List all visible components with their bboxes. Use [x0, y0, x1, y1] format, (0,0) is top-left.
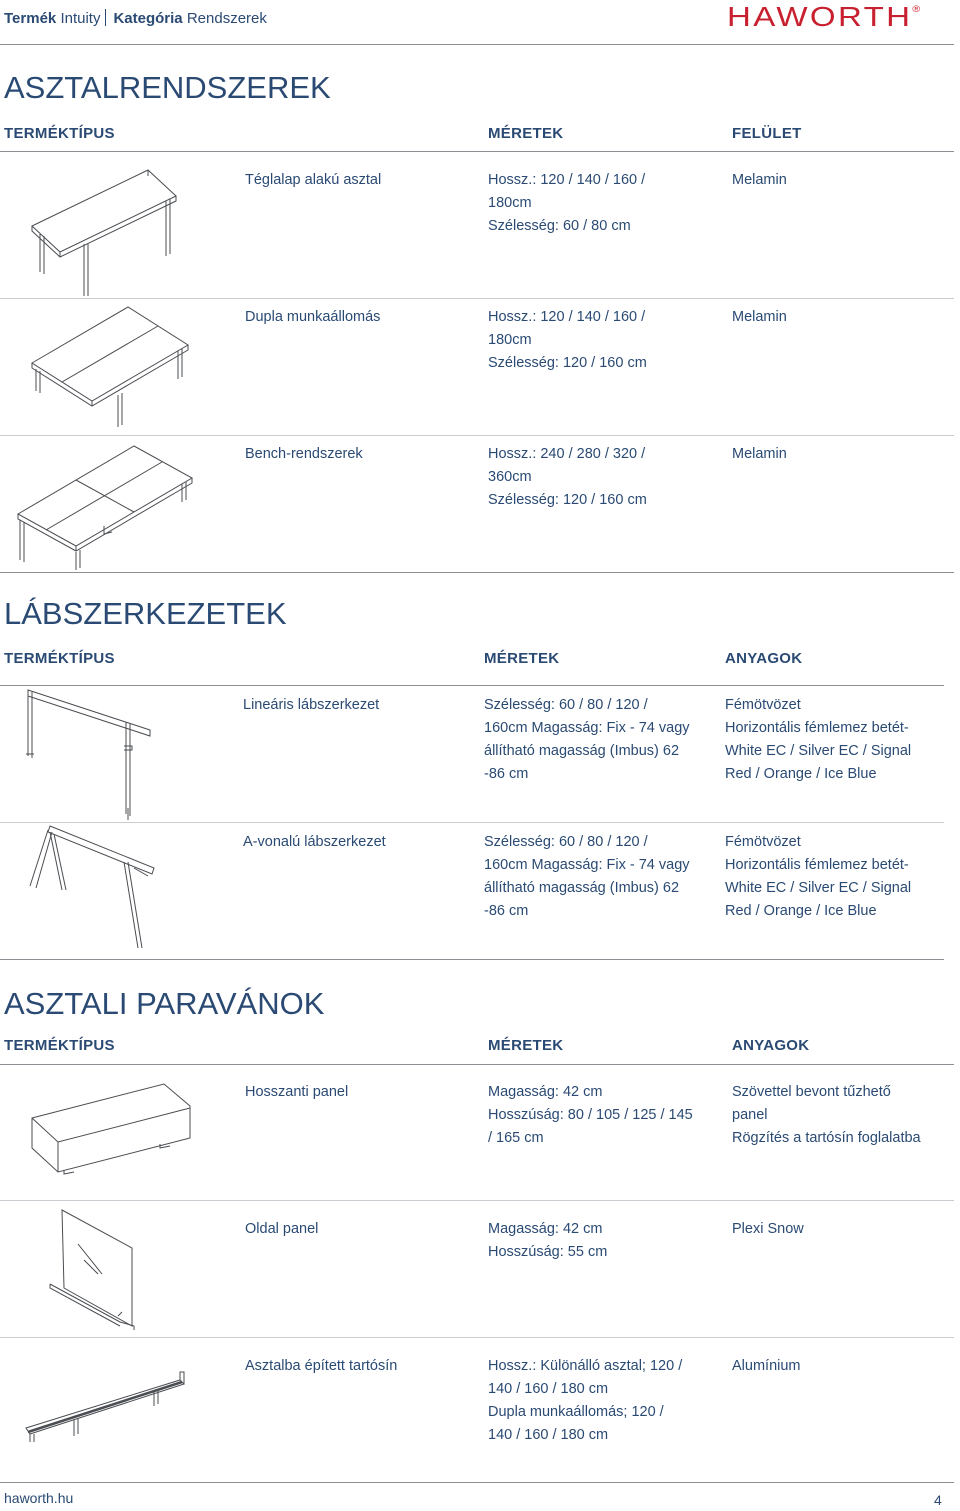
product-materials: Alumínium	[732, 1358, 801, 1374]
logo-text: HAWORTH	[727, 1, 913, 32]
product-type: Bench-rendszerek	[245, 446, 363, 462]
product-type: Lineáris lábszerkezet	[243, 697, 380, 713]
breadcrumb-label-product: Termék	[4, 10, 57, 27]
breadcrumb-value-category: Rendszerek	[186, 10, 267, 27]
column-header-dimensions: MÉRETEK	[484, 650, 560, 667]
product-surface: Melamin	[732, 172, 787, 188]
footer-website-link[interactable]: haworth.hu	[4, 1490, 74, 1506]
column-header-type: TERMÉKTÍPUS	[4, 125, 115, 142]
product-materials: Plexi Snow	[732, 1221, 804, 1237]
side-panel-icon	[48, 1208, 148, 1333]
section-header-divider	[0, 685, 944, 686]
product-type: Oldal panel	[245, 1221, 319, 1237]
footer-divider	[0, 1482, 954, 1483]
breadcrumb-label-category: Kategória	[113, 10, 183, 27]
column-header-surface: FELÜLET	[732, 125, 802, 142]
product-dimensions: Szélesség: 60 / 80 / 120 / 160cm Magasság: Fix - 74 vagy állítható magasság (Imbus) 62 -86 cm	[484, 834, 690, 919]
section-title-leg-frames: LÁBSZERKEZETEK	[4, 596, 287, 631]
row-divider	[0, 435, 954, 436]
longitudinal-panel-icon	[30, 1082, 195, 1177]
column-header-type: TERMÉKTÍPUS	[4, 1037, 115, 1054]
breadcrumb-separator	[105, 9, 106, 26]
product-surface: Melamin	[732, 309, 787, 325]
rectangular-desk-icon	[30, 168, 190, 298]
double-workstation-icon	[28, 305, 193, 430]
section-title-desk-screens: ASZTALI PARAVÁNOK	[4, 986, 325, 1021]
column-header-materials: ANYAGOK	[732, 1037, 810, 1054]
product-type: Hosszanti panel	[245, 1084, 349, 1100]
row-divider	[0, 1337, 954, 1338]
product-dimensions: Hossz.: 120 / 140 / 160 / 180cm Szélesség: 120 / 160 cm	[488, 309, 647, 371]
section-title-desk-systems: ASZTALRENDSZEREK	[4, 70, 331, 105]
header-divider	[0, 44, 954, 45]
row-divider	[0, 822, 944, 823]
product-type: A-vonalú lábszerkezet	[243, 834, 386, 850]
column-header-materials: ANYAGOK	[725, 650, 803, 667]
product-dimensions: Hossz.: 120 / 140 / 160 / 180cm Szélesség: 60 / 80 cm	[488, 172, 646, 234]
a-line-leg-frame-icon	[28, 824, 158, 954]
product-dimensions: Magasság: 42 cm Hosszúság: 80 / 105 / 125 / 145 / 165 cm	[488, 1084, 693, 1146]
product-type: Asztalba épített tartósín	[245, 1358, 398, 1374]
breadcrumb	[4, 9, 267, 27]
bench-system-icon	[16, 442, 196, 572]
product-type: Téglalap alakú asztal	[245, 172, 382, 188]
product-dimensions: Szélesség: 60 / 80 / 120 / 160cm Magasság: Fix - 74 vagy állítható magasság (Imbus) 62 -86 cm	[484, 697, 690, 782]
product-surface: Melamin	[732, 446, 787, 462]
product-materials: Fémötvözet Horizontális fémlemez betét- White EC / Silver EC / Signal Red / Orange / Ice Blue	[725, 834, 912, 919]
breadcrumb-value-product: Intuity	[60, 10, 101, 27]
section-header-divider	[0, 151, 954, 152]
product-materials: Szövettel bevont tűzhető panel Rögzítés a tartósín foglalatba	[732, 1084, 921, 1146]
product-dimensions: Hossz.: 240 / 280 / 320 / 360cm Szélesség: 120 / 160 cm	[488, 446, 647, 508]
product-dimensions: Hossz.: Különálló asztal; 120 / 140 / 160 / 180 cm Dupla munkaállomás; 120 / 140 / 160 / 180 cm	[488, 1358, 683, 1443]
column-header-dimensions: MÉRETEK	[488, 125, 564, 142]
haworth-logo	[727, 1, 920, 33]
registered-mark: ®	[912, 4, 921, 14]
page-number: 4	[934, 1492, 942, 1508]
section-divider	[0, 572, 954, 573]
section-divider	[0, 959, 944, 960]
product-type: Dupla munkaállomás	[245, 309, 381, 325]
desk-rail-icon	[24, 1372, 189, 1447]
row-divider	[0, 1200, 954, 1201]
row-divider	[0, 298, 954, 299]
product-dimensions: Magasság: 42 cm Hosszúság: 55 cm	[488, 1221, 608, 1260]
column-header-dimensions: MÉRETEK	[488, 1037, 564, 1054]
column-header-type: TERMÉKTÍPUS	[4, 650, 115, 667]
product-materials: Fémötvözet Horizontális fémlemez betét- White EC / Silver EC / Signal Red / Orange / Ice Blue	[725, 697, 912, 782]
linear-leg-frame-icon	[24, 688, 154, 823]
section-header-divider	[0, 1064, 954, 1065]
